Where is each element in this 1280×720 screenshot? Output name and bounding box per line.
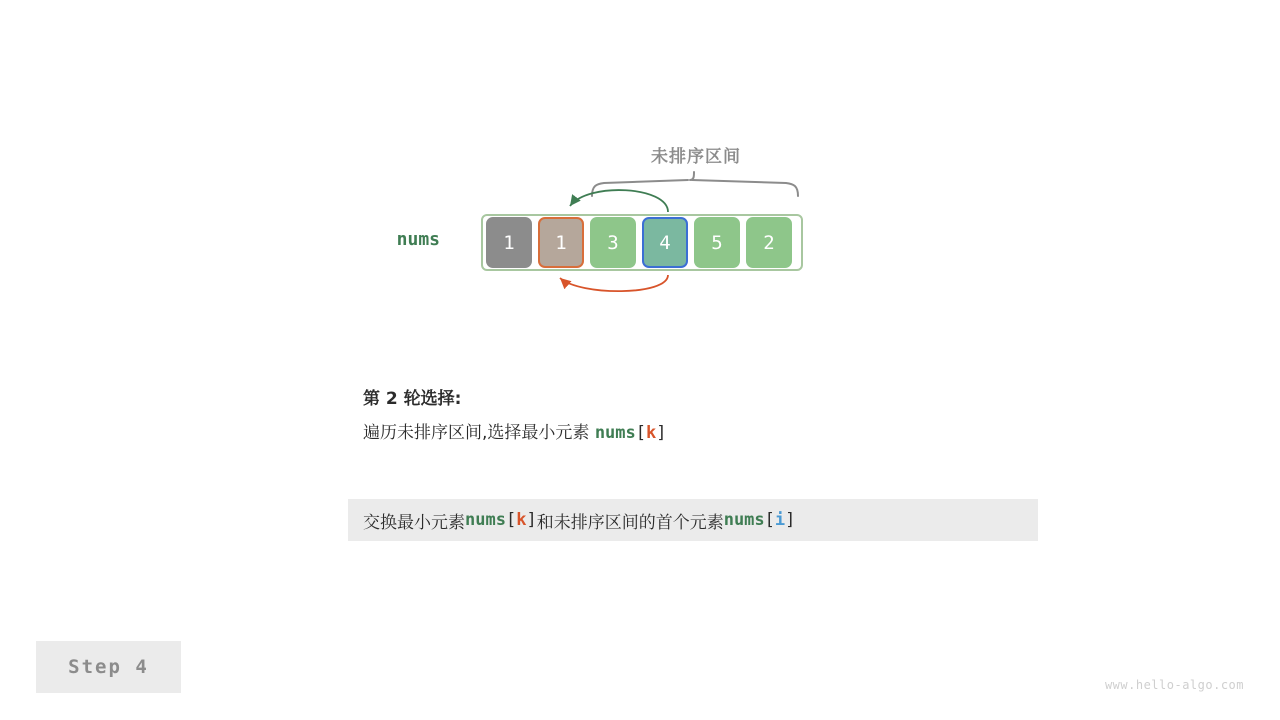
code-bracket-close: ] bbox=[656, 423, 667, 443]
highlighted-step-bar bbox=[348, 499, 1038, 541]
unsorted-range-label: 未排序区间 bbox=[651, 147, 741, 167]
watermark: www.hello-algo.com bbox=[1104, 678, 1244, 692]
code-nums: nums bbox=[723, 510, 765, 530]
array-cell: 5 bbox=[694, 217, 740, 268]
description-text: 遍历未排序区间,选择最小元素 bbox=[363, 423, 595, 443]
code-bracket-close: ] bbox=[526, 510, 537, 530]
array-cell: 1 bbox=[538, 217, 584, 268]
code-index-i: i bbox=[774, 510, 786, 530]
unsorted-range-bracket bbox=[592, 172, 798, 196]
caption-block bbox=[363, 385, 1063, 443]
code-bracket-open: [ bbox=[505, 510, 517, 530]
swap-arrow bbox=[560, 275, 668, 291]
array-cell: 2 bbox=[746, 217, 792, 268]
code-index-k: k bbox=[516, 510, 527, 530]
array-cell: 1 bbox=[486, 217, 532, 268]
code-bracket-close: ] bbox=[785, 510, 796, 530]
array-cell: 3 bbox=[590, 217, 636, 268]
diagram-annotations bbox=[0, 0, 1280, 340]
round-description bbox=[363, 418, 1063, 443]
array-cells bbox=[486, 217, 792, 268]
code-bracket-open: [ bbox=[635, 423, 647, 443]
round-title: 第 2 轮选择: bbox=[363, 389, 462, 409]
array-name-label: nums bbox=[396, 229, 440, 250]
code-nums: nums bbox=[594, 423, 636, 443]
selection-sort-diagram bbox=[0, 0, 1280, 340]
step-badge: Step 4 bbox=[36, 641, 181, 693]
highlight-text-2: 和未排序区间的首个元素 bbox=[536, 512, 724, 533]
code-bracket-open: [ bbox=[764, 510, 775, 530]
code-nums: nums bbox=[465, 510, 506, 530]
min-element-arrow bbox=[570, 190, 668, 212]
code-index-k: k bbox=[646, 423, 657, 443]
highlight-text-1: 交换最小元素 bbox=[363, 512, 465, 533]
array-cell: 4 bbox=[642, 217, 688, 268]
